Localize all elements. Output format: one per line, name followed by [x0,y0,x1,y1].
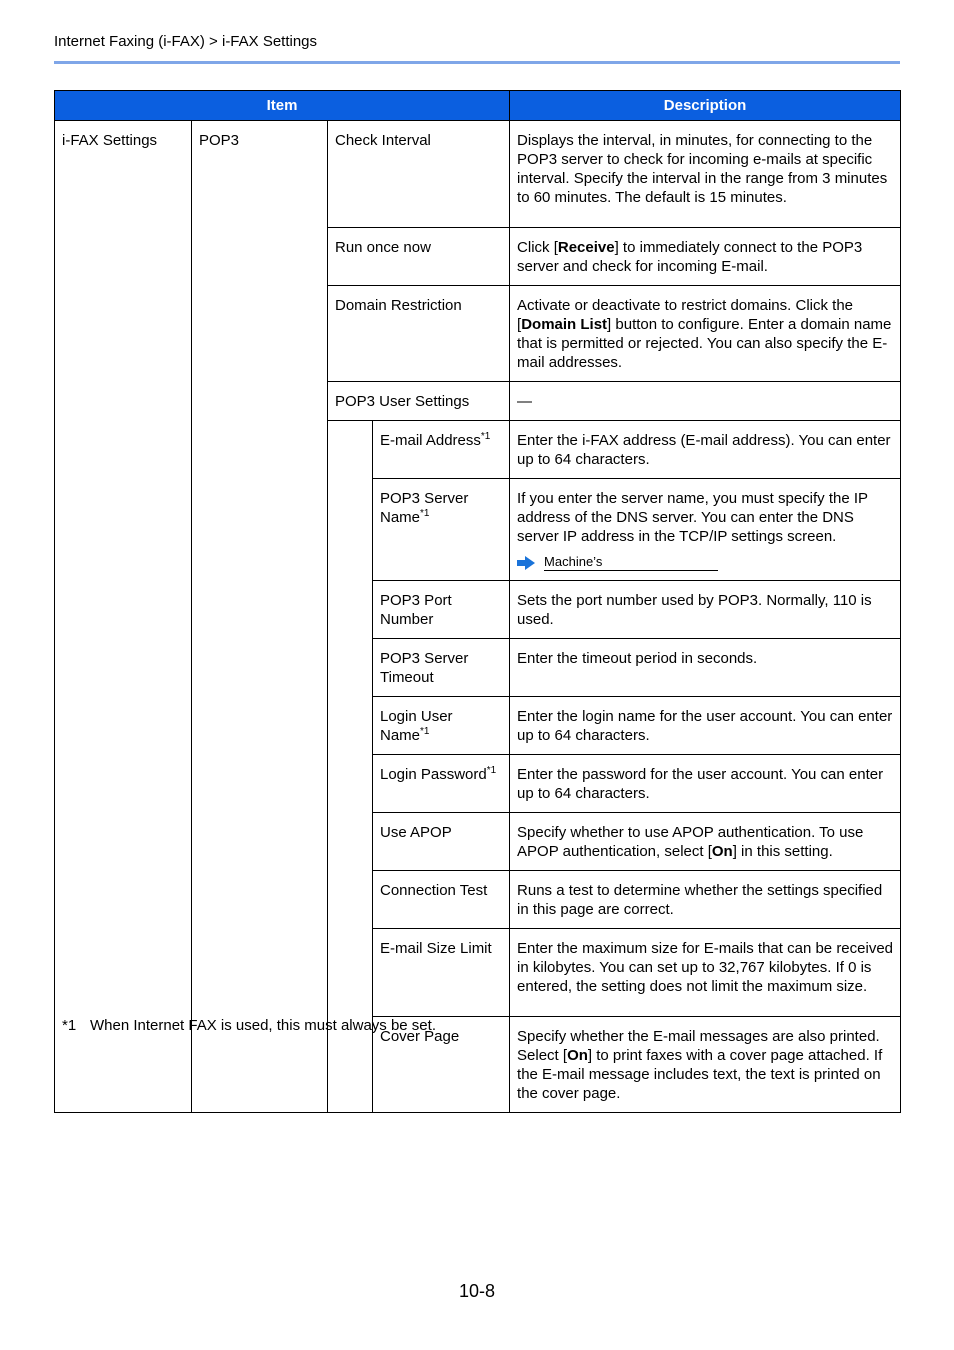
item-label: E-mail Address [380,432,481,449]
page-number: 10-8 [459,1281,496,1301]
footnote-ref: *1 [420,508,430,519]
desc-text: Specify whether the E-mail messages are also printed. Select [ [517,1028,880,1064]
description-cell [510,479,901,581]
footnote-ref: *1 [486,765,497,776]
item-cell: Use APOP [373,813,510,871]
item-cell [373,755,510,813]
footnote [62,1017,436,1034]
item-cell: E-mail Size Limit [373,929,510,1017]
arrow-right-icon [517,556,535,570]
description-cell: Sets the port number used by POP3. Normally, 110 is used. [510,581,901,639]
group-cell: i-FAX Settings [55,121,192,1113]
footnote-ref: *1 [480,431,491,442]
item-cell: Connection Test [373,871,510,929]
description-cell: Displays the interval, in minutes, for connecting to the POP3 server to check for incoming e-mails at specific interval. Specify the interval in the range from 3 minutes to 60 minutes. The default is 15 minutes. [510,121,901,228]
description-cell [510,813,901,871]
description-cell: Enter the i-FAX address (E-mail address). You can enter up to 64 characters. [510,421,901,479]
desc-text: ] to immediately connect to the POP3 server and check for incoming E-mail. [517,239,863,275]
description-cell: Enter the password for the user account. You can enter up to 64 characters. [510,755,901,813]
description-cell: — [510,382,901,421]
desc-text: Specify whether to use APOP authentication. To use APOP authentication, select [ [517,824,864,860]
ui-label-on: On [711,843,733,860]
item-label: POP3 Server Name [380,490,469,526]
desc-text: Click [ [517,239,558,256]
description-cell: Enter the maximum size for E-mails that can be received in kilobytes. You can set up to 32,767 kilobytes. If 0 is entered, the setting does not limit the maximum size. [510,929,901,1017]
indent-cell [328,421,373,1113]
description-cell [510,286,901,382]
footnote-text: When Internet FAX is used, this must always be set. [90,1017,436,1034]
ui-label-receive: Receive [557,239,615,256]
item-cell: Check Interval [328,121,510,228]
column-header-description: Description [510,91,901,121]
description-cell [510,1017,901,1113]
subgroup-cell: POP3 [192,121,328,1113]
footnote-mark: *1 [62,1017,77,1034]
item-cell: Run once now [328,228,510,286]
item-cell: Domain Restriction [328,286,510,382]
footnote-ref: *1 [420,726,430,737]
header-divider [54,61,900,64]
item-cell [373,479,510,581]
description-cell: Runs a test to determine whether the settings specified in this page are correct. [510,871,901,929]
desc-text: ] in this setting. [732,843,833,860]
item-cell: POP3 User Settings [328,382,510,421]
settings-table [54,90,901,1113]
ui-label-domain-list: Domain List [521,316,608,333]
item-cell [373,697,510,755]
column-header-item: Item [55,91,510,121]
desc-text: If you enter the server name, you must specify the IP address of the DNS server. You can enter the DNS server IP address in the TCP/IP settings screen. [517,490,868,545]
reference-link[interactable] [517,555,893,571]
item-cell: POP3 Port Number [373,581,510,639]
item-label: Login User Name [380,708,453,744]
desc-text: Activate or deactivate to restrict domains. Click the [ [517,297,854,333]
breadcrumb: Internet Faxing (i-FAX) > i-FAX Settings [54,33,318,50]
item-cell: Cover Page [373,1017,510,1113]
description-cell: Enter the timeout period in seconds. [510,639,901,697]
description-cell: Enter the login name for the user account. You can enter up to 64 characters. [510,697,901,755]
description-cell [510,228,901,286]
desc-text: ] to print faxes with a cover page attached. If the E-mail message includes text, the text is printed on the cover page. [517,1047,883,1102]
ui-label-on: On [567,1047,588,1064]
table-row [55,121,901,228]
desc-text: ] button to configure. Enter a domain name that is permitted or rejected. You can also specify the E-mail addresses. [517,316,892,371]
item-cell [373,421,510,479]
item-label: Login Password [380,766,487,783]
table-header-row [55,91,901,121]
reference-link-text[interactable]: Machine’s [544,555,718,571]
item-cell: POP3 Server Timeout [373,639,510,697]
